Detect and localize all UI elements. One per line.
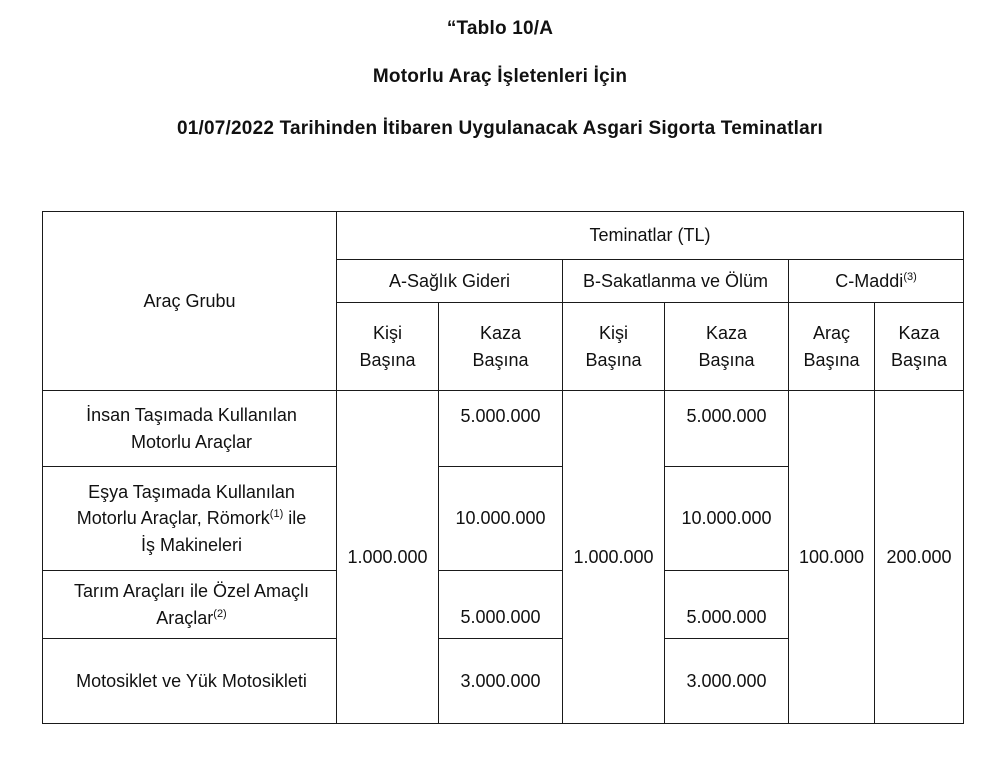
a-per-accident-value: 5.000.000 (439, 571, 563, 639)
b-per-person-header (563, 303, 665, 391)
table-number-title: “Tablo 10/A (446, 18, 554, 39)
vehicle-group-name (43, 391, 337, 467)
category-b-header: B-Sakatlanma ve Ölüm (563, 260, 789, 303)
a-per-person-header (337, 303, 439, 391)
name-line: Motorlu Araçlar, Römork (76, 508, 270, 529)
sub-header-line1: Kişi (598, 323, 628, 344)
category-a-header: A-Sağlık Gideri (337, 260, 563, 303)
insurance-coverage-table (42, 211, 964, 724)
sub-header-line1: Araç (812, 323, 850, 344)
vehicle-group-name (43, 467, 337, 571)
a-per-accident-value: 3.000.000 (439, 639, 563, 724)
sub-header-line1: Kaza (705, 323, 748, 344)
name-line: Tarım Araçları ile Özel Amaçlı (73, 581, 310, 602)
sub-header-line2: Başına (359, 349, 416, 370)
name-line: İş Makineleri (140, 534, 243, 555)
name-line: ile (283, 508, 307, 529)
sub-header-line1: Kaza (479, 323, 522, 344)
document-subtitle: Motorlu Araç İşletenleri İçin (372, 66, 628, 87)
b-per-accident-value: 3.000.000 (665, 639, 789, 724)
sub-header-line2: Başına (891, 349, 948, 370)
sub-header-line2: Başına (585, 349, 642, 370)
b-per-accident-value: 5.000.000 (665, 391, 789, 467)
b-per-person-value: 1.000.000 (563, 391, 665, 724)
b-per-accident-value: 10.000.000 (665, 467, 789, 571)
name-line: Eşya Taşımada Kullanılan (88, 482, 295, 503)
sub-header-line2: Başına (472, 349, 529, 370)
footnote-marker: (1) (269, 508, 284, 521)
a-per-accident-value: 5.000.000 (439, 391, 563, 467)
name-line: İnsan Taşımada Kullanılan (86, 405, 297, 426)
vehicle-group-header: Araç Grubu (43, 212, 337, 391)
a-per-accident-header (439, 303, 563, 391)
a-per-accident-value: 10.000.000 (439, 467, 563, 571)
name-line: Motorlu Araçlar (130, 431, 253, 452)
sub-header-line2: Başına (698, 349, 755, 370)
a-per-person-value: 1.000.000 (337, 391, 439, 724)
category-c-header (789, 260, 964, 303)
sub-header-line1: Kaza (898, 323, 940, 344)
document-title: 01/07/2022 Tarihinden İtibaren Uygulanacak Asgari Sigorta Teminatları (177, 118, 823, 139)
sub-header-line2: Başına (803, 349, 860, 370)
vehicle-group-name (43, 571, 337, 639)
b-per-accident-value: 5.000.000 (665, 571, 789, 639)
table-row (43, 391, 964, 467)
category-c-footnote: (3) (903, 270, 917, 283)
footnote-marker: (2) (213, 607, 227, 620)
coverages-header: Teminatlar (TL) (337, 212, 964, 260)
vehicle-group-name: Motosiklet ve Yük Motosikleti (43, 639, 337, 724)
c-per-vehicle-header (789, 303, 875, 391)
c-per-vehicle-value: 100.000 (789, 391, 875, 724)
b-per-accident-header (665, 303, 789, 391)
sub-header-line1: Kişi (372, 323, 402, 344)
c-per-accident-header (875, 303, 964, 391)
category-c-label: C-Maddi (835, 270, 904, 291)
c-per-accident-value: 200.000 (875, 391, 964, 724)
name-line: Araçlar (156, 607, 214, 628)
